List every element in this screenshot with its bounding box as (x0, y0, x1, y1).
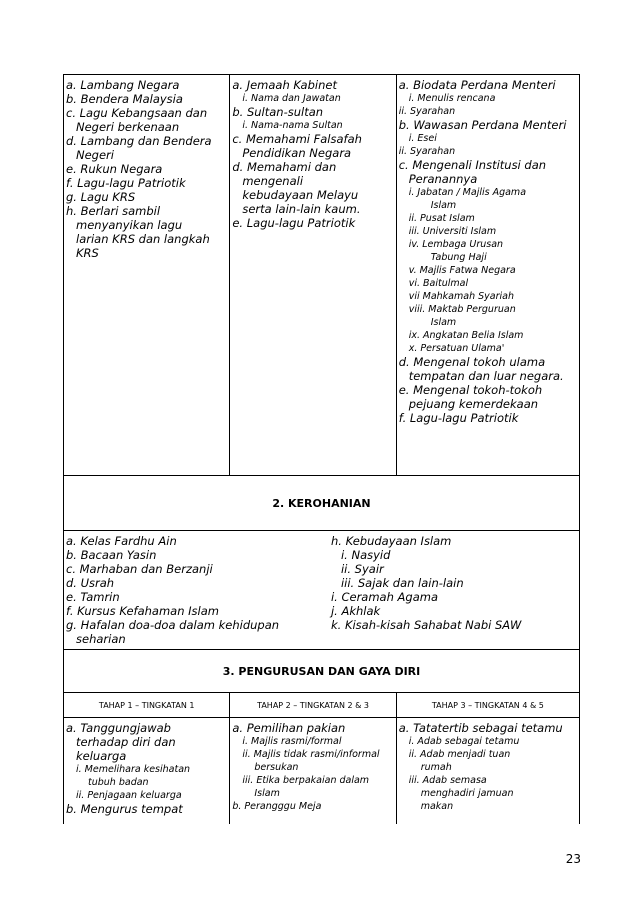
list-item: Islam (254, 788, 280, 799)
row-kerohanian (63, 531, 580, 650)
list-item: tempatan dan luar negara. (408, 369, 564, 383)
col-tahap1 (64, 75, 229, 475)
list-item: menyanyikan lagu (76, 218, 183, 232)
list-item: Negeri berkenaan (76, 120, 180, 134)
list-item: ii. Syarahan (398, 106, 456, 117)
list-item: Peranannya (408, 172, 478, 186)
list-item: b. Sultan-sultan (232, 105, 324, 119)
list-item: iii. Adab semasa (408, 775, 487, 786)
section-header-kerohanian (63, 476, 580, 531)
col-tahap2 (229, 75, 395, 475)
list-item: terhadap diri dan (76, 735, 176, 749)
list-item: ix. Angkatan Belia Islam (408, 330, 524, 341)
list-item: ii. Pusat Islam (408, 213, 475, 224)
section-title: 2. KEROHANIAN (272, 496, 371, 510)
list-item: rumah (420, 762, 452, 773)
page-number: 23 (565, 852, 581, 866)
list-item: i. Adab sebagai tetamu (408, 736, 520, 747)
list-item: serta lain-lain kaum. (242, 202, 361, 216)
list-item: a. Biodata Perdana Menteri (398, 78, 556, 92)
list-item: a. Jemaah Kabinet (232, 78, 337, 92)
list-item: b. Perangggu Meja (232, 801, 322, 812)
list-item: Pendidikan Negara (242, 146, 352, 160)
list-item: Islam (430, 317, 457, 328)
list-item: e. Rukun Negara (66, 162, 163, 176)
list-item: viii. Maktab Perguruan (408, 304, 516, 315)
list-item: x. Persatuan Ulama' (408, 343, 505, 354)
col-tahap2 (229, 718, 395, 824)
list-item: i. Menulis rencana (408, 93, 496, 104)
list-item: h. Berlari sambil (66, 204, 161, 218)
list-item: d. Mengenal tokoh ulama (398, 355, 546, 369)
list-item: pejuang kemerdekaan (408, 397, 539, 411)
list-item: i. Ceramah Agama (330, 590, 439, 604)
activity-table (63, 74, 580, 824)
list-item: KRS (76, 246, 99, 260)
section-title: 3. PENGURUSAN DAN GAYA DIRI (222, 664, 421, 678)
list-item: d. Lambang dan Bendera (66, 134, 212, 148)
list-item: b. Wawasan Perdana Menteri (398, 118, 567, 132)
col-left (64, 531, 329, 649)
list-item: i. Memelihara kesihatan (76, 764, 191, 775)
list-item: e. Lagu-lagu Patriotik (232, 216, 356, 230)
list-item: k. Kisah-kisah Sahabat Nabi SAW (330, 618, 522, 632)
tahap-3-header: TAHAP 3 – TINGKATAN 4 & 5 (396, 693, 579, 717)
tahap-1-header: TAHAP 1 – TINGKATAN 1 (98, 700, 195, 710)
list-item: seharian (76, 632, 126, 646)
list-item: kebudayaan Melayu (242, 188, 359, 202)
list-item: f. Kursus Kefahaman Islam (66, 604, 219, 618)
list-item: i. Nama-nama Sultan (242, 120, 343, 131)
list-item: c. Marhaban dan Berzanji (66, 562, 213, 576)
list-item: a. Pemilihan pakian (232, 721, 346, 735)
list-item: h. Kebudayaan Islam (330, 534, 452, 548)
list-item: menghadiri jamuan (420, 788, 514, 799)
list-item: Tabung Haji (430, 252, 487, 263)
list-item: d. Usrah (66, 576, 115, 590)
list-item: ii. Adab menjadi tuan (408, 749, 511, 760)
list-item: iii. Etika berpakaian dalam (242, 775, 370, 786)
list-item: ii. Penjagaan keluarga (76, 790, 182, 801)
list-item: e. Tamrin (66, 590, 120, 604)
row-pengurusan (63, 718, 580, 824)
list-item: i. Esei (408, 133, 437, 144)
list-item: a. Kelas Fardhu Ain (66, 534, 177, 548)
list-item: ii. Syair (340, 562, 384, 576)
list-item: c. Memahami Falsafah (232, 132, 362, 146)
col-tahap3 (396, 75, 579, 475)
list-item: iii. Universiti Islam (408, 226, 497, 237)
list-item: c. Mengenali Institusi dan (398, 158, 547, 172)
list-item: i. Majlis rasmi/formal (242, 736, 342, 747)
list-item: d. Memahami dan (232, 160, 337, 174)
list-item: g. Hafalan doa-doa dalam kehidupan (66, 618, 280, 632)
row-national (63, 74, 580, 476)
col-tahap1 (64, 718, 229, 824)
list-item: iv. Lembaga Urusan (408, 239, 504, 250)
list-item: b. Bendera Malaysia (66, 92, 183, 106)
tahap-2-header: TAHAP 2 – TINGKATAN 2 & 3 (229, 693, 395, 717)
list-item: i. Jabatan / Majlis Agama (408, 187, 527, 198)
list-item: Negeri (76, 148, 114, 162)
list-item: Islam (430, 200, 457, 211)
list-item: mengenali (242, 174, 304, 188)
list-item: a. Lambang Negara (66, 78, 180, 92)
list-item: c. Lagu Kebangsaan dan (66, 106, 208, 120)
list-item: larian KRS dan langkah (76, 232, 210, 246)
list-item: keluarga (76, 749, 127, 763)
list-item: vii Mahkamah Syariah (408, 291, 514, 302)
list-item: ii. Majlis tidak rasmi/informal (242, 749, 380, 760)
list-item: e. Mengenal tokoh-tokoh (398, 383, 543, 397)
list-item: a. Tatatertib sebagai tetamu (398, 721, 563, 735)
list-item: v. Majlis Fatwa Negara (408, 265, 516, 276)
list-item: b. Mengurus tempat (66, 802, 183, 816)
col-right (329, 531, 579, 649)
section-header-pengurusan (63, 650, 580, 693)
list-item: j. Akhlak (330, 604, 381, 618)
list-item: f. Lagu-lagu Patriotik (398, 411, 519, 425)
list-item: ii. Syarahan (398, 146, 456, 157)
list-item: tubuh badan (88, 777, 149, 788)
list-item: makan (420, 801, 454, 812)
list-item: iii. Sajak dan lain-lain (340, 576, 464, 590)
list-item: a. Tanggungjawab (66, 721, 171, 735)
list-item: vi. Baitulmal (408, 278, 469, 289)
list-item: bersukan (254, 762, 299, 773)
list-item: b. Bacaan Yasin (66, 548, 157, 562)
list-item: f. Lagu-lagu Patriotik (66, 176, 186, 190)
list-item: i. Nasyid (340, 548, 391, 562)
tahap-header-row (63, 693, 580, 718)
list-item: i. Nama dan Jawatan (242, 93, 341, 104)
list-item: g. Lagu KRS (66, 190, 136, 204)
col-tahap3 (396, 718, 579, 824)
